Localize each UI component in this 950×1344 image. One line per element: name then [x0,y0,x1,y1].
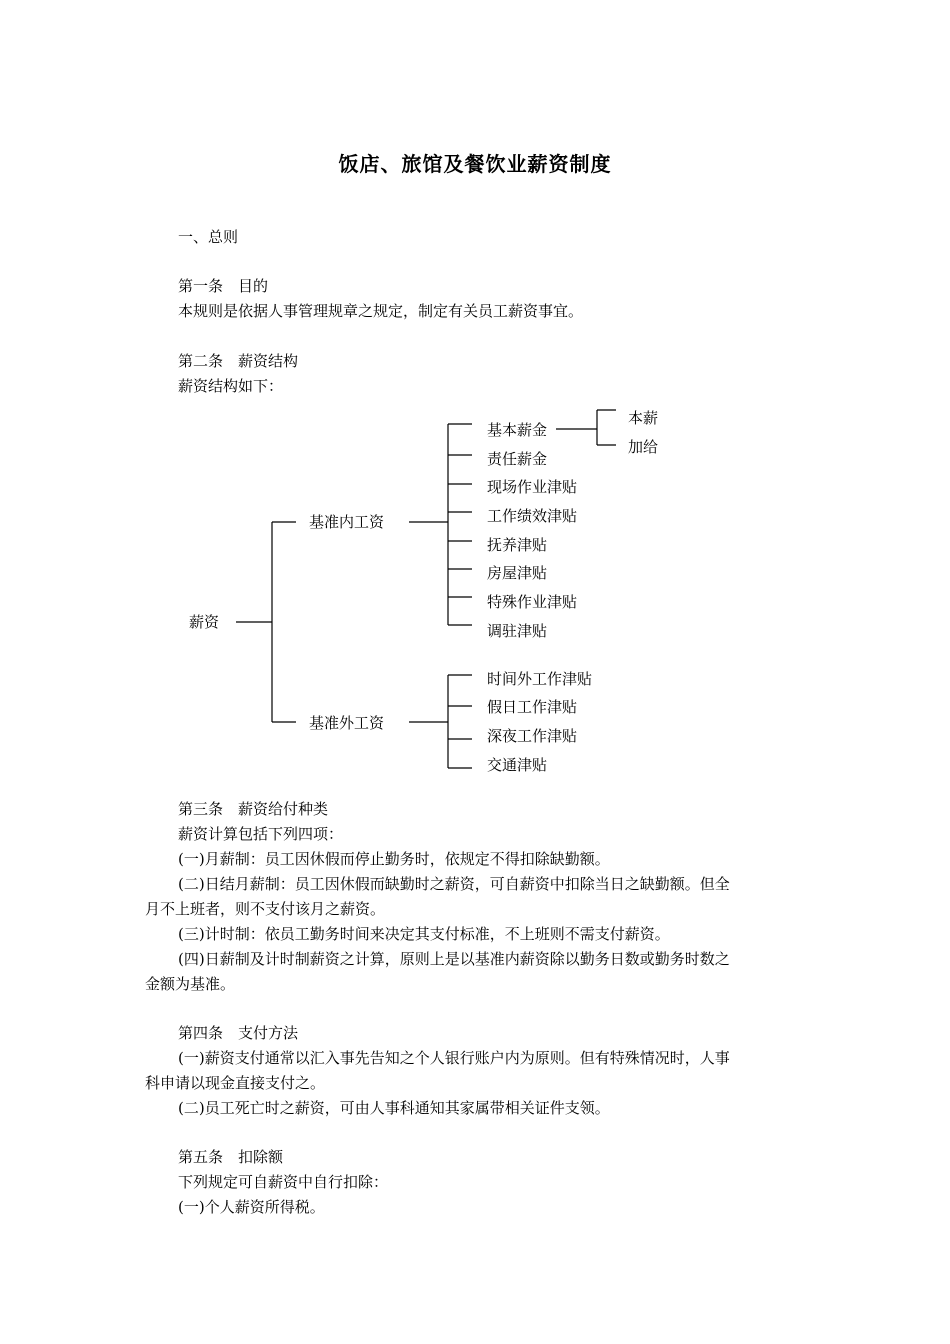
article-4-item-2: (二)员工死亡时之薪资，可由人事科通知其家属带相关证件支领。 [178,1099,610,1117]
tree-leaf: 抚养津贴 [487,536,548,554]
tree-branch-extra-wage: 基准外工资 [309,714,385,732]
tree-leaf: 工作绩效津贴 [487,507,578,525]
article-3-item-4-line-2: 金额为基准。 [145,975,236,993]
article-4-heading: 第四条 支付方法 [178,1024,299,1042]
tree-root-label: 薪资 [189,613,220,631]
article-3-intro: 薪资计算包括下列四项： [178,825,344,843]
tree-subleaf: 加给 [628,438,659,456]
tree-leaf: 房屋津贴 [487,564,548,582]
section-heading-general: 一、总则 [178,228,239,246]
article-3-item-2-line-1: (二)日结月薪制：员工因休假而缺勤时之薪资，可自薪资中扣除当日之缺勤额。但全 [178,875,730,893]
tree-leaf: 责任薪金 [487,450,548,468]
article-5-item-1: (一)个人薪资所得税。 [178,1198,325,1216]
tree-leaf: 时间外工作津贴 [487,670,593,688]
article-3-item-1: (一)月薪制：员工因休假而停止勤务时，依规定不得扣除缺勤额。 [178,850,610,868]
tree-leaf: 假日工作津贴 [487,698,578,716]
tree-leaf: 现场作业津贴 [487,478,578,496]
tree-leaf: 特殊作业津贴 [487,593,578,611]
tree-leaf: 交通津贴 [487,756,548,774]
article-4-item-1-line-1: (一)薪资支付通常以汇入事先告知之个人银行账户内为原则。但有特殊情况时，人事 [178,1049,730,1067]
article-4-item-1-line-2: 科申请以现金直接支付之。 [145,1074,326,1092]
article-3-item-2-line-2: 月不上班者，则不支付该月之薪资。 [145,900,386,918]
article-5-heading: 第五条 扣除额 [178,1148,284,1166]
tree-subleaf: 本薪 [628,409,659,427]
document-title: 饭店、旅馆及餐饮业薪资制度 [338,152,612,176]
tree-leaf: 基本薪金 [487,421,548,439]
tree-leaf: 深夜工作津贴 [487,727,578,745]
article-2-body: 薪资结构如下： [178,377,284,395]
article-3-heading: 第三条 薪资给付种类 [178,800,329,818]
article-5-intro: 下列规定可自薪资中自行扣除： [178,1173,389,1191]
tree-branch-base-wage: 基准内工资 [309,513,385,531]
article-3-item-4-line-1: (四)日薪制及计时制薪资之计算，原则上是以基准内薪资除以勤务日数或勤务时数之 [178,950,730,968]
article-3-item-3: (三)计时制：依员工勤务时间来决定其支付标准，不上班则不需支付薪资。 [178,925,670,943]
article-2-heading: 第二条 薪资结构 [178,352,299,370]
article-1-body: 本规则是依据人事管理规章之规定，制定有关员工薪资事宜。 [178,302,584,320]
article-1-heading: 第一条 目的 [178,277,269,295]
tree-leaf: 调驻津贴 [487,622,548,640]
